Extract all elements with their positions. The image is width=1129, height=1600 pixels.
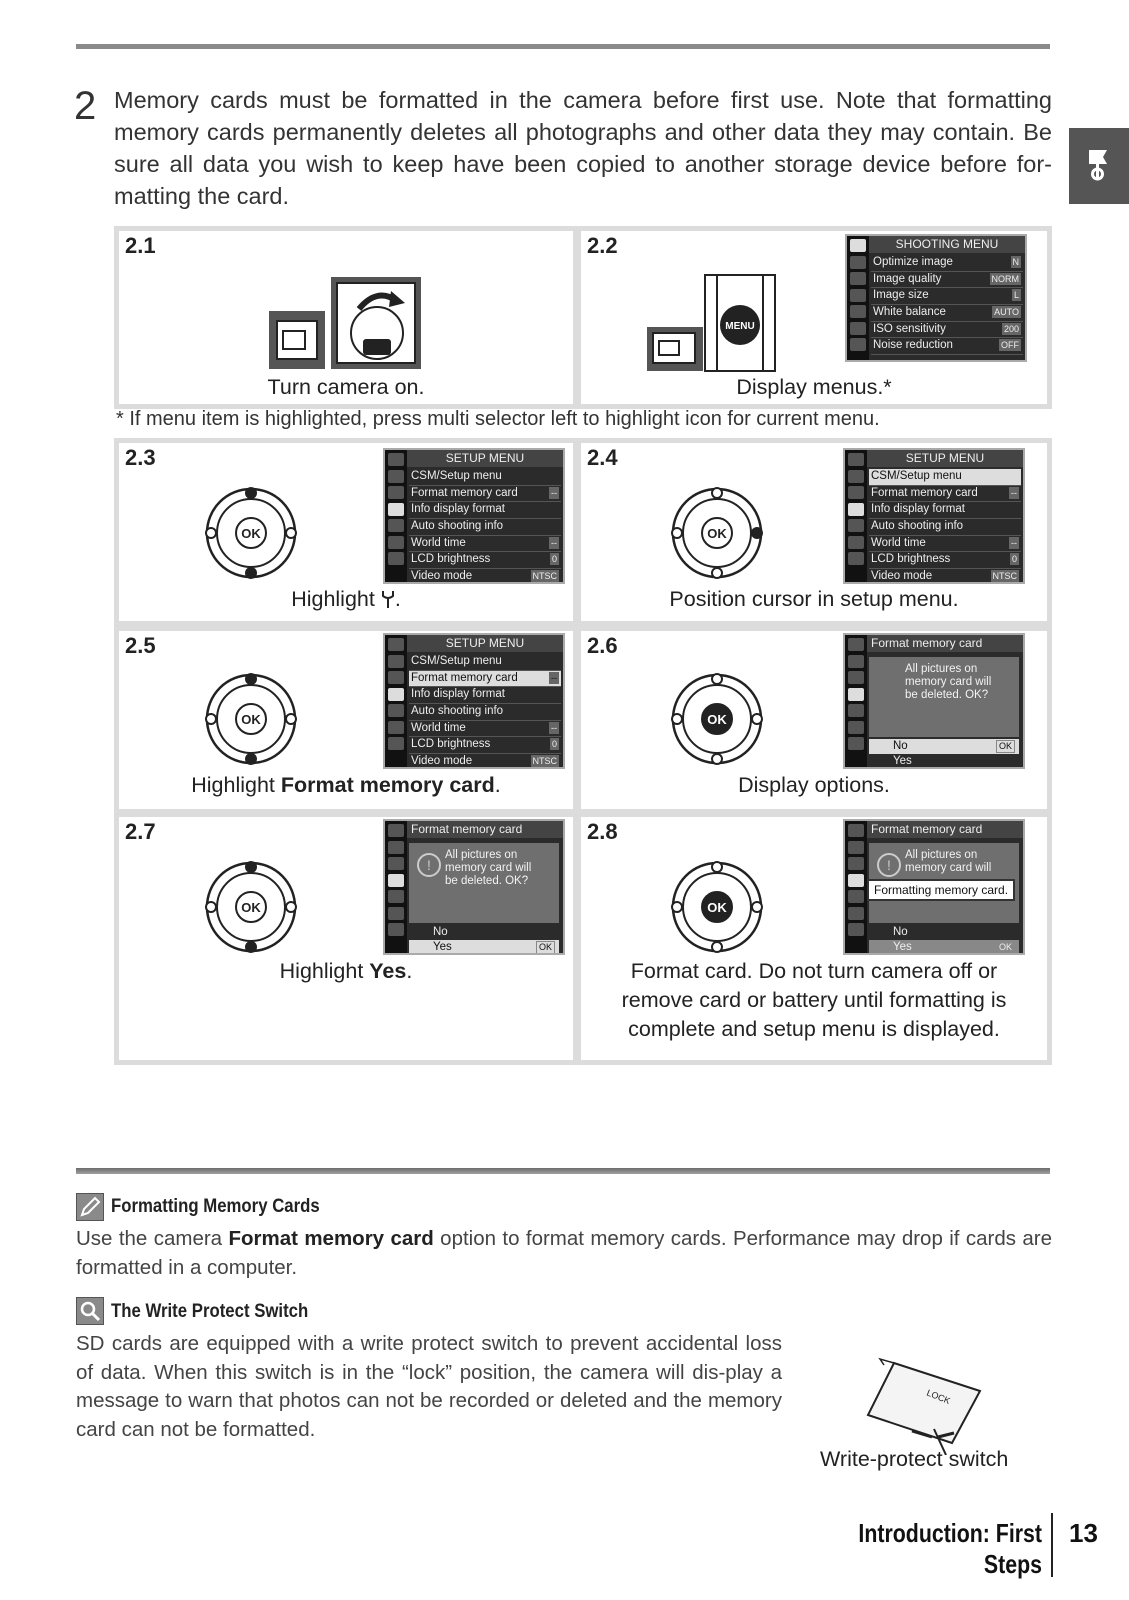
menu-item-label: World time <box>411 721 466 734</box>
menu-item: LCD brightness 0 <box>869 552 1021 569</box>
notes-rule <box>76 1168 1050 1174</box>
panel-number: 2.8 <box>587 819 618 844</box>
panel-caption: Format card. Do not turn camera off or remove card or battery until formatting is complete and setup menu is displayed. <box>621 959 1007 1041</box>
multi-selector-icon <box>203 859 299 955</box>
note-text: SD cards are equipped with a write protect switch to prevent accidental loss of data. When this switch is in the “lock” position, the camera will dis-play a message to warn that photos can not be recorded or deleted and the memory card can not be formatted. <box>76 1332 782 1441</box>
panel-2-8 <box>576 812 1052 1065</box>
menu-item-label: Image quality <box>873 272 942 285</box>
menu-item-label: World time <box>411 536 466 549</box>
menu-item-label: Optimize image <box>873 256 953 268</box>
sd-card-illustration <box>854 1355 1004 1455</box>
multi-selector-icon <box>203 485 299 581</box>
menu-item-label: Format memory card <box>411 486 518 499</box>
panel-2-7 <box>114 812 578 1065</box>
menu-button-illustration <box>647 273 777 373</box>
panel-caption: Turn camera on. <box>267 375 425 399</box>
confirm-message: All pictures on memory card will be deleted. OK? <box>445 849 532 887</box>
menu-item-label: CSM/Setup menu <box>871 470 962 482</box>
menu-item-label: Video mode <box>411 570 473 583</box>
menu-item <box>409 687 561 704</box>
menu-item-label: LCD brightness <box>411 738 491 751</box>
menu-item <box>409 654 561 671</box>
formatting-popup: Formatting memory card. <box>867 879 1015 901</box>
menu-item-label: Image size <box>873 289 929 302</box>
menu-item-value: NORM <box>991 273 1019 284</box>
panel-2-5 <box>114 626 578 814</box>
menu-item: World time -- <box>409 721 561 738</box>
panel-caption: Highlight . <box>291 587 401 611</box>
menu-item <box>871 338 1023 355</box>
menu-item <box>869 469 1021 486</box>
menu-item-label: CSM/Setup menu <box>411 470 502 482</box>
option-no: No OK <box>869 739 1019 754</box>
footer-section-title: Introduction: First Steps <box>858 1518 1042 1579</box>
panel-caption: Highlight Format memory card. <box>191 773 501 797</box>
format-confirm-screen <box>383 819 565 955</box>
screen-title: Format memory card <box>867 635 1023 652</box>
menu-item-label: Info display format <box>871 503 965 516</box>
menu-title: SHOOTING MENU <box>869 236 1025 253</box>
menu-item <box>871 255 1023 272</box>
panel-number: 2.5 <box>125 633 156 658</box>
menu-item <box>409 704 561 721</box>
ok-label: OK <box>707 900 727 915</box>
menu-title: SETUP MENU <box>407 450 563 467</box>
menu-item: Format memory card -- <box>409 486 561 503</box>
shooting-menu-screen <box>845 234 1027 362</box>
camera-power-switch-illustration <box>267 273 427 373</box>
menu-item: LCD brightness 0 <box>409 737 561 754</box>
menu-item <box>409 469 561 486</box>
menu-item-label: World time <box>871 536 926 549</box>
menu-item-value: 200 <box>1003 323 1019 334</box>
top-rule <box>76 44 1050 49</box>
menu-item-value: AUTO <box>994 307 1019 318</box>
lock-label: LOCK <box>925 1387 952 1407</box>
step-text: Memory cards must be formatted in the camera before first use. Note that formatting memory cards permanently deletes all photographs and other data they may contain. Be sure all data you wish to keep have been copied to another storage device before for-matting the card. <box>114 87 1052 209</box>
setup-flag-icon <box>1083 146 1113 184</box>
screen-title: Format memory card <box>407 821 563 838</box>
panel-number: 2.3 <box>125 445 156 470</box>
panel-caption: Highlight Yes. <box>279 959 413 983</box>
panel-caption: Display options. <box>738 773 890 797</box>
menu-item <box>871 288 1023 305</box>
note-title: Formatting Memory Cards <box>111 1195 320 1217</box>
page-number: 13 <box>1069 1518 1098 1548</box>
option-no: No <box>893 926 908 938</box>
menu-item-label: Auto shooting info <box>411 705 504 718</box>
format-confirm-screen <box>843 633 1025 769</box>
setup-menu-screen <box>383 448 565 584</box>
option-yes: Yes OK <box>869 940 1019 955</box>
step-number: 2 <box>74 84 97 128</box>
ok-label: OK <box>241 712 261 727</box>
warning-icon: ! <box>417 853 441 877</box>
menu-item-label: LCD brightness <box>411 553 491 566</box>
panel-number: 2.2 <box>587 233 618 258</box>
confirm-message: All pictures on memory card will be deleted. OK? <box>905 663 992 701</box>
ok-label: OK <box>707 526 727 541</box>
panel-caption: Display menus.* <box>736 375 892 399</box>
panel-2-1 <box>114 226 578 409</box>
magnifier-note-icon <box>76 1297 104 1325</box>
menu-title: SETUP MENU <box>407 635 563 652</box>
menu-item: Video mode NTSC <box>409 754 561 769</box>
menu-item <box>871 272 1023 289</box>
menu-item-label: LCD brightness <box>871 553 951 566</box>
menu-item-value: OFF <box>1001 340 1019 351</box>
ok-label: OK <box>707 712 727 727</box>
warning-icon: ! <box>877 853 901 877</box>
menu-item <box>869 502 1021 519</box>
side-tab <box>1069 128 1129 204</box>
menu-item-value: L <box>1013 290 1019 301</box>
footnote: * If menu item is highlighted, press multi selector left to highlight icon for current menu. <box>116 408 880 430</box>
menu-item: World time -- <box>869 536 1021 553</box>
setup-menu-screen <box>843 448 1025 584</box>
menu-item-label: Info display format <box>411 688 505 701</box>
ok-label: OK <box>241 900 261 915</box>
footer-divider <box>1051 1513 1053 1577</box>
note-text: Use the camera Format memory card option to format memory cards. Performance may drop if cards are formatted in a computer. <box>76 1227 1052 1279</box>
panel-number: 2.4 <box>587 445 618 470</box>
panel-2-4 <box>576 438 1052 626</box>
menu-button-label: MENU <box>725 321 755 332</box>
screen-title: Format memory card <box>867 821 1023 838</box>
pencil-note-icon <box>76 1193 104 1221</box>
menu-item-label: White balance <box>873 306 946 319</box>
option-yes: Yes <box>893 755 912 767</box>
setup-menu-screen <box>383 633 565 769</box>
menu-title: SETUP MENU <box>867 450 1023 467</box>
panel-2-3 <box>114 438 578 626</box>
menu-item <box>871 305 1023 322</box>
panel-caption: Position cursor in setup menu. <box>669 587 959 611</box>
menu-item-label: Format memory card <box>871 486 978 499</box>
wrench-icon <box>381 589 395 609</box>
ok-label: OK <box>241 526 261 541</box>
menu-item: Video mode NTSC <box>869 569 1021 584</box>
menu-item-label: Auto shooting info <box>871 520 964 533</box>
note-title: The Write Protect Switch <box>111 1300 309 1322</box>
multi-selector-icon <box>203 671 299 767</box>
menu-item-label: Auto shooting info <box>411 520 504 533</box>
multi-selector-icon <box>669 859 765 955</box>
menu-item-value: N <box>1012 257 1019 267</box>
menu-item-label: Video mode <box>411 755 473 768</box>
sd-card-caption: Write-protect switch <box>820 1447 1009 1471</box>
menu-item <box>409 502 561 519</box>
menu-item <box>871 322 1023 339</box>
multi-selector-icon <box>669 671 765 767</box>
option-no: No <box>433 926 448 938</box>
menu-item: Format memory card -- <box>409 671 561 688</box>
menu-item <box>869 519 1021 536</box>
panel-2-2 <box>576 226 1052 409</box>
panel-number: 2.1 <box>125 233 156 258</box>
option-yes: Yes OK <box>409 940 559 955</box>
confirm-message: All pictures on memory card will <box>905 849 992 874</box>
menu-item-label: Video mode <box>871 570 933 583</box>
menu-item: Format memory card -- <box>869 486 1021 503</box>
menu-item-label: Format memory card <box>411 671 518 684</box>
menu-item <box>409 519 561 536</box>
menu-item: World time -- <box>409 536 561 553</box>
menu-item-label: Info display format <box>411 503 505 516</box>
menu-item-label: Noise reduction <box>873 339 953 352</box>
multi-selector-icon <box>669 485 765 581</box>
menu-item-label: ISO sensitivity <box>873 322 946 335</box>
panel-number: 2.7 <box>125 819 156 844</box>
panel-2-6 <box>576 626 1052 814</box>
panel-number: 2.6 <box>587 633 618 658</box>
menu-item: LCD brightness 0 <box>409 552 561 569</box>
menu-item: Video mode NTSC <box>409 569 561 584</box>
formatting-progress-screen <box>843 819 1025 955</box>
menu-item-label: CSM/Setup menu <box>411 655 502 667</box>
